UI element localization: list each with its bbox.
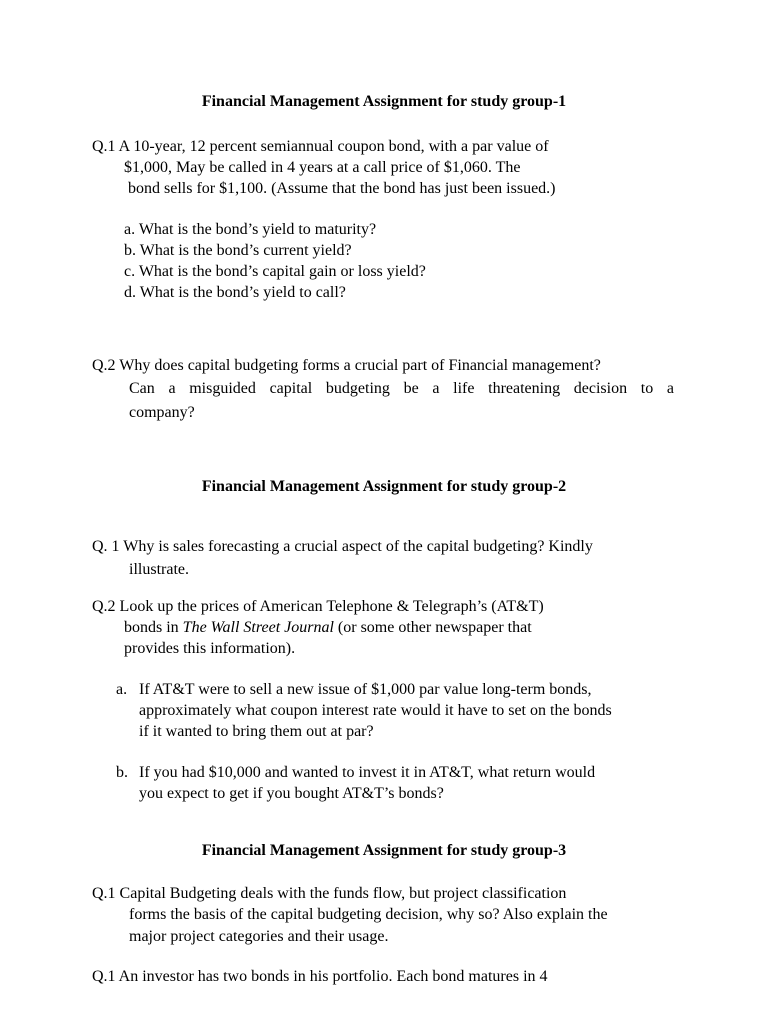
g2-q2-b-line1: If you had $10,000 and wanted to invest it in AT&T, what return would xyxy=(139,764,596,781)
group1-heading: Financial Management Assignment for study group-1 xyxy=(201,93,567,110)
g1-q1-sub-c: c. What is the bond’s capital gain or loss yield? xyxy=(124,263,426,280)
g2-q1-line1: Q. 1 Why is sales forecasting a crucial aspect of the capital budgeting? Kindly xyxy=(92,538,593,555)
g1-q1-sub-d: d. What is the bond’s yield to call? xyxy=(124,284,346,301)
g1-q2-line3: company? xyxy=(129,404,195,421)
group3-heading: Financial Management Assignment for study group-3 xyxy=(201,842,567,859)
g3-q1-line1: Q.1 Capital Budgeting deals with the funds flow, but project classification xyxy=(92,885,567,902)
g2-q2-line1: Q.2 Look up the prices of American Telephone & Telegraph’s (AT&T) xyxy=(92,598,544,615)
g1-q2-line2: Can a misguided capital budgeting be a life threatening decision to a xyxy=(129,380,674,397)
g1-q1-sub-b: b. What is the bond’s current yield? xyxy=(124,242,352,259)
journal-title: The Wall Street Journal xyxy=(182,619,334,636)
g1-q1-line2: $1,000, May be called in 4 years at a call price of $1,060. The xyxy=(124,159,521,176)
g3-q1b-line1: Q.1 An investor has two bonds in his portfolio. Each bond matures in 4 xyxy=(92,968,548,985)
g2-q2-line2-pre: bonds in xyxy=(124,619,183,636)
g1-q2-line1: Q.2 Why does capital budgeting forms a crucial part of Financial management? xyxy=(92,357,601,374)
g2-q2-line3: provides this information). xyxy=(124,640,296,657)
g3-q1-line3: major project categories and their usage. xyxy=(129,928,389,945)
g2-q2-b-marker: b. xyxy=(116,764,128,781)
g2-q2-a-line1: If AT&T were to sell a new issue of $1,000 par value long-term bonds, xyxy=(139,681,592,698)
g2-q1-line2: illustrate. xyxy=(129,561,189,578)
g1-q1-line1: Q.1 A 10-year, 12 percent semiannual coupon bond, with a par value of xyxy=(92,138,549,155)
g2-q2-b-line2: you expect to get if you bought AT&T’s bonds? xyxy=(139,785,444,802)
g2-q2-line2 xyxy=(124,617,532,638)
g2-q2-a-line2: approximately what coupon interest rate would it have to set on the bonds xyxy=(139,702,612,719)
g2-q2-a-line3: if it wanted to bring them out at par? xyxy=(139,723,374,740)
g2-q2-a-marker: a. xyxy=(116,681,128,698)
g1-q1-sub-a: a. What is the bond’s yield to maturity? xyxy=(124,221,377,238)
g2-q2-line2-post: (or some other newspaper that xyxy=(333,619,532,636)
g3-q1-line2: forms the basis of the capital budgeting decision, why so? Also explain the xyxy=(129,906,608,923)
g1-q1-line3: bond sells for $1,100. (Assume that the bond has just been issued.) xyxy=(128,180,556,197)
group2-heading: Financial Management Assignment for study group-2 xyxy=(201,478,567,495)
